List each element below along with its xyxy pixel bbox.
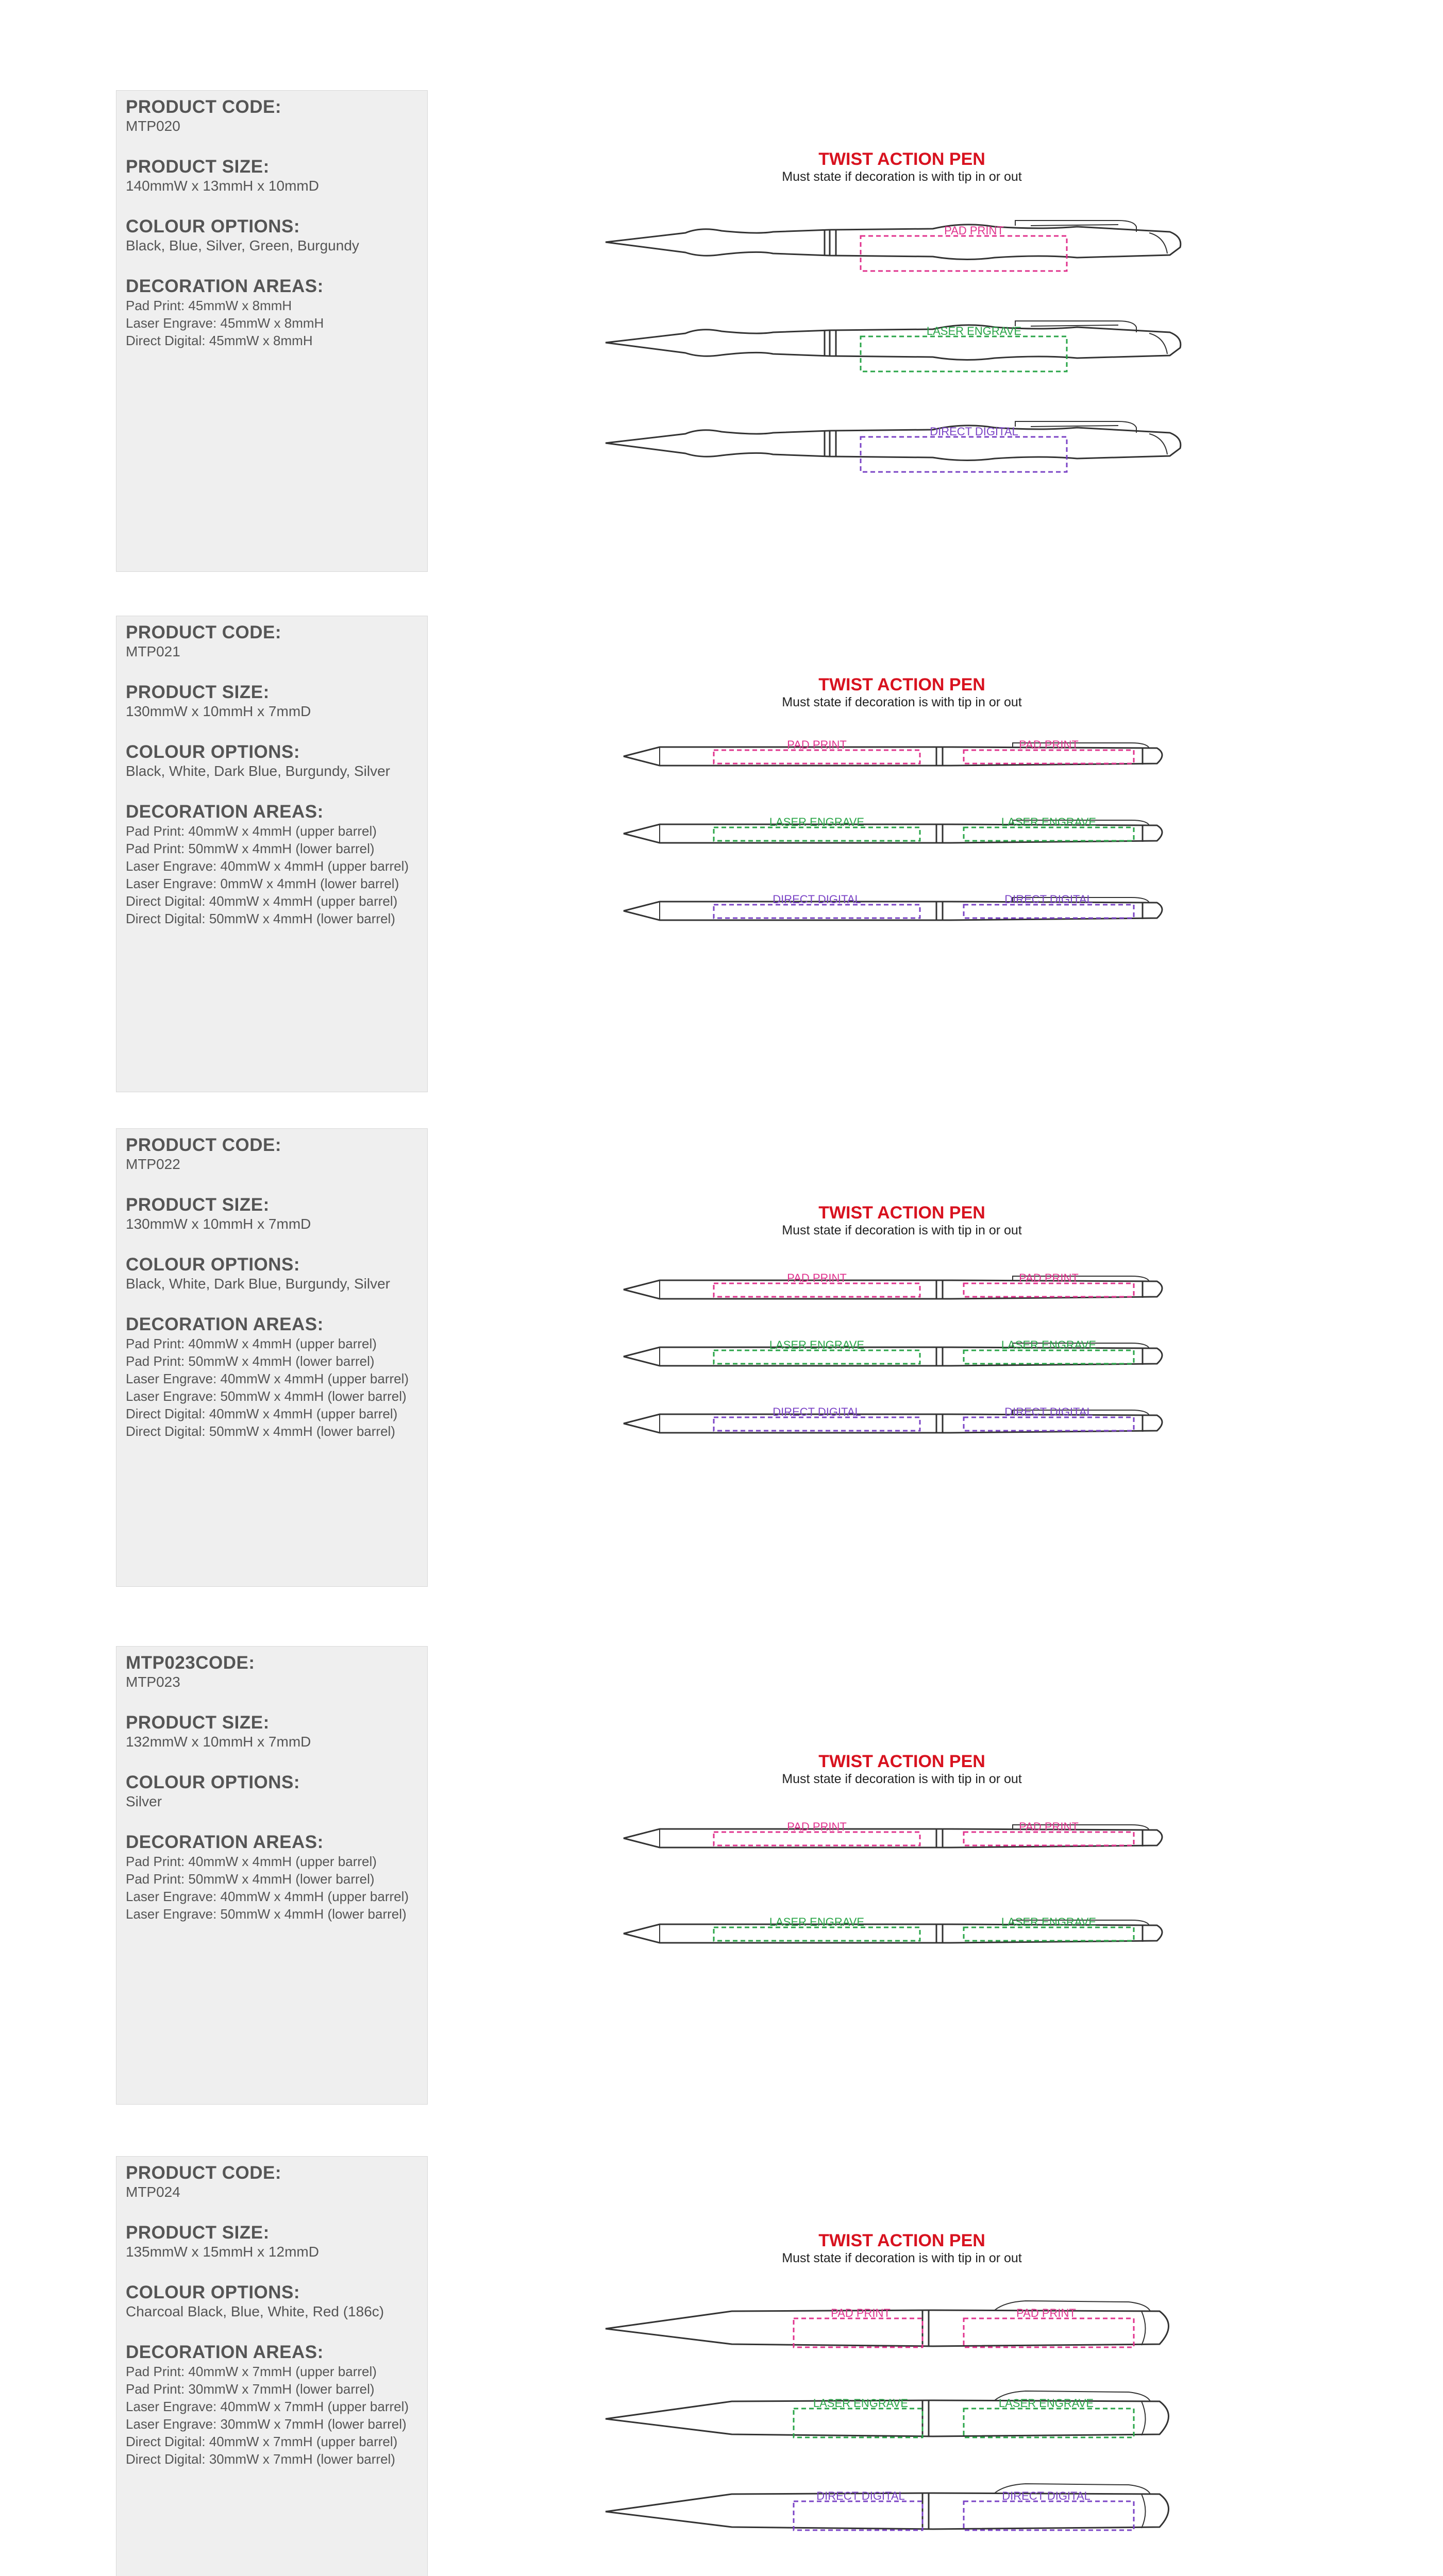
product-code-value: MTP024	[126, 2184, 180, 2200]
pen-drawing	[621, 1814, 1188, 1860]
decoration-areas-label: DECORATION AREAS:	[126, 1314, 324, 1334]
colour-options-value: Black, White, Dark Blue, Burgundy, Silver	[126, 763, 391, 779]
laser-area-label: LASER ENGRAVE	[1001, 1338, 1097, 1351]
colour-options-value: Silver	[126, 1793, 162, 1809]
decoration-line: Pad Print: 40mmW x 4mmH (upper barrel)	[126, 1854, 377, 1869]
decoration-line: Pad Print: 40mmW x 4mmH (upper barrel)	[126, 823, 377, 839]
colour-options-label: COLOUR OPTIONS:	[126, 216, 300, 236]
decoration-areas-list	[126, 1853, 418, 1923]
digital-area-label: DIRECT DIGITAL	[773, 893, 861, 906]
heading-subtitle: Must state if decoration is with tip in or out	[782, 695, 1022, 709]
decoration-line: Pad Print: 30mmW x 7mmH (lower barrel)	[126, 2381, 375, 2397]
laser-area-label: LASER ENGRAVE	[813, 2397, 909, 2410]
decoration-line: Pad Print: 40mmW x 7mmH (upper barrel)	[126, 2364, 377, 2379]
decoration-line: Pad Print: 40mmW x 4mmH (upper barrel)	[126, 1336, 377, 1351]
colour-options-value: Black, White, Dark Blue, Burgundy, Silver	[126, 1276, 391, 1292]
laser-area-label: LASER ENGRAVE	[1001, 816, 1097, 828]
decoration-line: Direct Digital: 50mmW x 4mmH (lower barrel)	[126, 1423, 395, 1439]
pen-drawing	[621, 886, 1188, 933]
heading-subtitle: Must state if decoration is with tip in or out	[782, 2251, 1022, 2265]
decoration-line: Pad Print: 45mmW x 8mmH	[126, 298, 292, 313]
digital-area-label: DIRECT DIGITAL	[816, 2489, 905, 2502]
laser-area-label: LASER ENGRAVE	[769, 1338, 865, 1351]
pad-area-label: PAD PRINT	[831, 2307, 891, 2319]
pen-drawing	[621, 1909, 1188, 1955]
product-code-value: MTP023	[126, 1674, 180, 1690]
twist-action-heading	[722, 1752, 1082, 1787]
decoration-areas-list	[126, 822, 418, 927]
digital-area-label: DIRECT DIGITAL	[1002, 2489, 1090, 2502]
product-size-label: PRODUCT SIZE:	[126, 1195, 270, 1215]
product-code-value: MTP021	[126, 643, 180, 659]
pen-drawing	[603, 307, 1221, 379]
colour-options-label: COLOUR OPTIONS:	[126, 1255, 300, 1275]
decoration-line: Pad Print: 50mmW x 4mmH (lower barrel)	[126, 1353, 375, 1369]
pad-area-label: PAD PRINT	[787, 1272, 847, 1284]
pad-area-label: PAD PRINT	[1019, 1272, 1079, 1284]
decoration-areas-label: DECORATION AREAS:	[126, 802, 324, 822]
decoration-line: Direct Digital: 45mmW x 8mmH	[126, 333, 313, 348]
decoration-areas-list	[126, 297, 418, 349]
decoration-line: Direct Digital: 50mmW x 4mmH (lower barrel)	[126, 911, 395, 926]
product-size-label: PRODUCT SIZE:	[126, 682, 270, 702]
decoration-areas-list	[126, 2363, 418, 2468]
colour-options-label: COLOUR OPTIONS:	[126, 1772, 300, 1792]
digital-area-label: DIRECT DIGITAL	[773, 1405, 861, 1418]
digital-area-label: DIRECT DIGITAL	[1004, 893, 1093, 906]
pen-drawing	[621, 1399, 1188, 1445]
product-size-label: PRODUCT SIZE:	[126, 157, 270, 177]
pen-drawing	[621, 732, 1188, 778]
pen-drawing	[621, 809, 1188, 855]
heading-title: TWIST ACTION PEN	[818, 1752, 985, 1771]
decoration-areas-label: DECORATION AREAS:	[126, 2342, 324, 2362]
laser-area-label: LASER ENGRAVE	[769, 816, 865, 828]
decoration-line: Laser Engrave: 40mmW x 7mmH (upper barrel)	[126, 2399, 409, 2414]
decoration-line: Laser Engrave: 40mmW x 4mmH (upper barrel)	[126, 1371, 409, 1386]
decoration-line: Laser Engrave: 40mmW x 4mmH (upper barrel)	[126, 858, 409, 874]
product-spec-panel	[116, 616, 428, 1092]
decoration-line: Direct Digital: 30mmW x 7mmH (lower barrel)	[126, 2451, 395, 2467]
product-code-label: PRODUCT CODE:	[126, 1135, 282, 1155]
decoration-line: Direct Digital: 40mmW x 4mmH (upper barrel)	[126, 1406, 398, 1421]
product-size-value: 140mmW x 13mmH x 10mmD	[126, 178, 319, 194]
pen-drawing	[603, 2293, 1196, 2360]
product-size-value: 130mmW x 10mmH x 7mmD	[126, 1216, 311, 1232]
pen-drawing	[603, 2383, 1196, 2450]
heading-title: TWIST ACTION PEN	[818, 2231, 985, 2250]
heading-subtitle: Must state if decoration is with tip in or out	[782, 1223, 1022, 1238]
decoration-line: Direct Digital: 40mmW x 4mmH (upper barrel)	[126, 893, 398, 909]
twist-action-heading	[722, 2231, 1082, 2266]
pen-drawing	[603, 2476, 1196, 2543]
product-spec-panel	[116, 1128, 428, 1587]
decoration-areas-list	[126, 1335, 418, 1440]
laser-area-label: LASER ENGRAVE	[1001, 1916, 1097, 1928]
pen-drawing	[621, 1265, 1188, 1311]
laser-area-label: LASER ENGRAVE	[769, 1916, 865, 1928]
decoration-areas-label: DECORATION AREAS:	[126, 276, 324, 296]
decoration-line: Pad Print: 50mmW x 4mmH (lower barrel)	[126, 1871, 375, 1887]
digital-area-label: DIRECT DIGITAL	[1004, 1405, 1093, 1418]
decoration-line: Direct Digital: 40mmW x 7mmH (upper barrel)	[126, 2434, 398, 2449]
product-size-label: PRODUCT SIZE:	[126, 1713, 270, 1733]
pen-drawing	[621, 1332, 1188, 1378]
twist-action-heading	[722, 149, 1082, 184]
product-spec-panel	[116, 2156, 428, 2576]
pen-drawing	[603, 206, 1221, 278]
product-size-value: 135mmW x 15mmH x 12mmD	[126, 2244, 319, 2260]
product-code-label: PRODUCT CODE:	[126, 97, 282, 117]
product-code-label: MTP023CODE:	[126, 1653, 255, 1673]
colour-options-label: COLOUR OPTIONS:	[126, 2282, 300, 2302]
product-code-value: MTP022	[126, 1156, 180, 1172]
decoration-areas-label: DECORATION AREAS:	[126, 1832, 324, 1852]
laser-area-label: LASER ENGRAVE	[926, 325, 1022, 337]
decoration-line: Laser Engrave: 50mmW x 4mmH (lower barrel)	[126, 1388, 407, 1404]
product-code-label: PRODUCT CODE:	[126, 622, 282, 642]
pad-area-label: PAD PRINT	[787, 738, 847, 751]
decoration-line: Laser Engrave: 50mmW x 4mmH (lower barrel)	[126, 1906, 407, 1922]
colour-options-value: Charcoal Black, Blue, White, Red (186c)	[126, 2303, 384, 2319]
pen-drawing	[603, 407, 1221, 479]
pad-area-label: PAD PRINT	[944, 224, 1004, 237]
decoration-line: Laser Engrave: 40mmW x 4mmH (upper barrel)	[126, 1889, 409, 1904]
colour-options-value: Black, Blue, Silver, Green, Burgundy	[126, 238, 359, 253]
heading-title: TWIST ACTION PEN	[818, 675, 985, 694]
decoration-line: Laser Engrave: 30mmW x 7mmH (lower barrel)	[126, 2416, 407, 2432]
colour-options-label: COLOUR OPTIONS:	[126, 742, 300, 762]
laser-area-label: LASER ENGRAVE	[998, 2397, 1094, 2410]
heading-title: TWIST ACTION PEN	[818, 149, 985, 169]
heading-subtitle: Must state if decoration is with tip in or out	[782, 170, 1022, 184]
product-size-value: 130mmW x 10mmH x 7mmD	[126, 703, 311, 719]
pad-area-label: PAD PRINT	[1019, 1820, 1079, 1833]
heading-subtitle: Must state if decoration is with tip in or out	[782, 1772, 1022, 1786]
pad-area-label: PAD PRINT	[1016, 2307, 1076, 2319]
pad-area-label: PAD PRINT	[1019, 738, 1079, 751]
twist-action-heading	[722, 675, 1082, 710]
product-code-value: MTP020	[126, 118, 180, 134]
product-spec-panel	[116, 1646, 428, 2105]
decoration-line: Pad Print: 50mmW x 4mmH (lower barrel)	[126, 841, 375, 856]
product-code-label: PRODUCT CODE:	[126, 2163, 282, 2183]
product-spec-panel	[116, 90, 428, 572]
product-size-value: 132mmW x 10mmH x 7mmD	[126, 1734, 311, 1750]
heading-title: TWIST ACTION PEN	[818, 1203, 985, 1223]
digital-area-label: DIRECT DIGITAL	[930, 425, 1018, 438]
twist-action-heading	[722, 1203, 1082, 1238]
decoration-line: Laser Engrave: 0mmW x 4mmH (lower barrel)	[126, 876, 399, 891]
product-size-label: PRODUCT SIZE:	[126, 2223, 270, 2243]
pad-area-label: PAD PRINT	[787, 1820, 847, 1833]
decoration-line: Laser Engrave: 45mmW x 8mmH	[126, 315, 324, 331]
